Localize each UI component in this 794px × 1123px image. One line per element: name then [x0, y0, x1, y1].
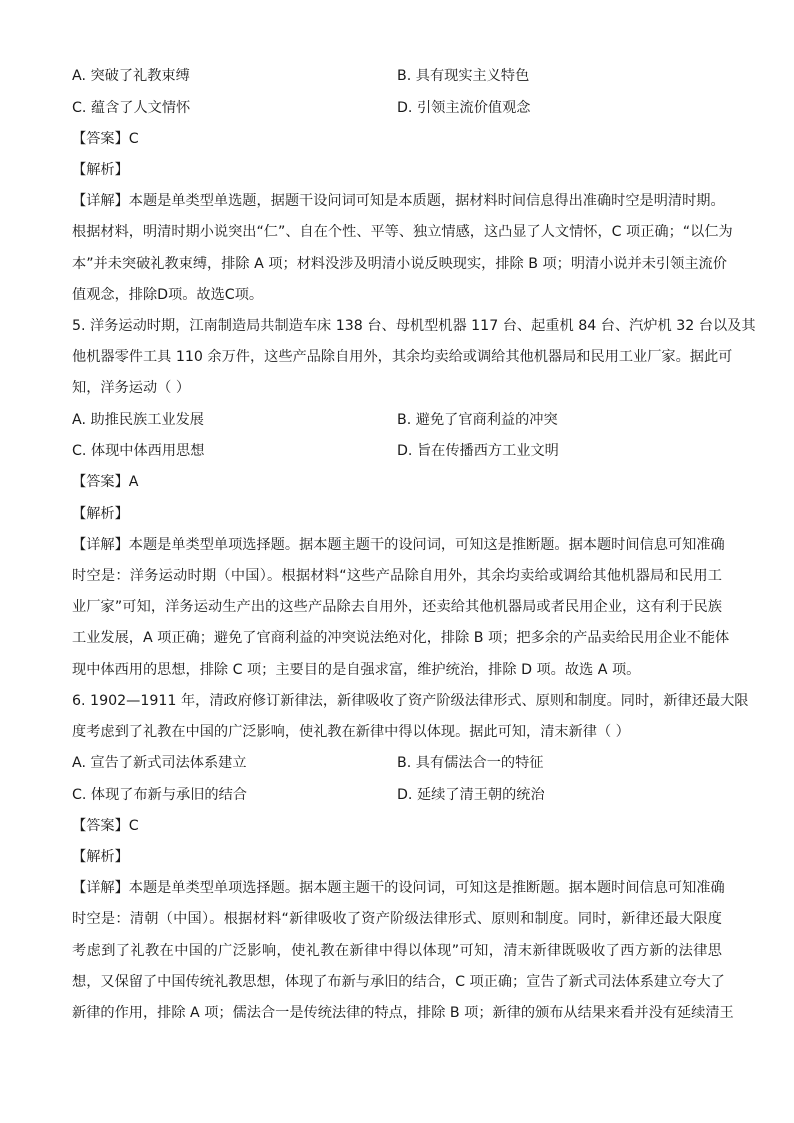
q4-detail-line: 根据材料，明清时期小说突出“仁”、自在个性、平等、独立情感，这凸显了人文情怀，C 项正确；“以仁为 [72, 224, 733, 240]
q5-option-c: C. 体现中体西用思想 [72, 443, 205, 459]
q6-answer: 【答案】C [72, 818, 139, 834]
q5-stem-line: 他机器零件工具 110 余万件，这些产品除自用外，其余均卖给或调给其他机器局和民用工业厂家。据此可 [72, 349, 733, 365]
q5-detail-line: 工业发展，A 项正确；避免了官商利益的冲突说法绝对化，排除 B 项；把多余的产品卖给民用企业不能体 [72, 630, 730, 646]
q5-stem-line: 知，洋务运动（ ） [72, 380, 191, 396]
q6-detail-line: 时空是：清朝（中国）。根据材料“新律吸收了资产阶级法律形式、原则和制度。同时，新律还最大限度 [72, 911, 722, 927]
q5-stem-line: 5. 洋务运动时期，江南制造局共制造车床 138 台、母机型机器 117 台、起重机 84 台、汽炉机 32 台以及其 [72, 318, 756, 334]
q6-option-b: B. 具有儒法合一的特征 [397, 755, 544, 771]
q6-option-c: C. 体现了布新与承旧的结合 [72, 787, 247, 803]
q4-option-b: B. 具有现实主义特色 [397, 68, 530, 84]
q6-option-a: A. 宣告了新式司法体系建立 [72, 755, 247, 771]
q4-option-d: D. 引领主流价值观念 [397, 100, 531, 116]
q5-detail-line: 现中体西用的思想，排除 C 项；主要目的是自强求富，维护统治，排除 D 项。故选 A 项。 [72, 662, 641, 678]
q6-detail-line: 想，又保留了中国传统礼教思想，体现了布新与承旧的结合，C 项正确；宣告了新式司法体系建立夸大了 [72, 974, 725, 990]
q5-detail-line: 【详解】本题是单类型单项选择题。据本题主题干的设问词，可知这是推断题。据本题时间信息可知准确 [72, 537, 725, 553]
q4-detail-line: 值观念，排除D项。故选C项。 [72, 287, 264, 303]
q4-detail-line: 本”并未突破礼教束缚，排除 A 项；材料没涉及明清小说反映现实，排除 B 项；明清小说并未引领主流价 [72, 256, 727, 272]
q6-stem-line: 6. 1902—1911 年，清政府修订新律法，新律吸收了资产阶级法律形式、原则和制度。同时，新律还最大限 [72, 693, 749, 709]
q5-detail-line: 业厂家”可知，洋务运动生产出的这些产品除去自用外，还卖给其他机器局或者民用企业，这有利于民族 [72, 599, 722, 615]
q4-option-c: C. 蕴含了人文情怀 [72, 100, 191, 116]
q5-option-a: A. 助推民族工业发展 [72, 412, 204, 428]
q4-answer: 【答案】C [72, 131, 139, 147]
q5-answer: 【答案】A [72, 474, 139, 490]
q6-detail-line: 【详解】本题是单类型单项选择题。据本题主题干的设问词，可知这是推断题。据本题时间信息可知准确 [72, 880, 725, 896]
q6-option-d: D. 延续了清王朝的统治 [397, 787, 545, 803]
q6-analysis-label: 【解析】 [72, 849, 129, 865]
q6-detail-line: 考虑到了礼教在中国的广泛影响，使礼教在新律中得以体现”可知，清末新律既吸收了西方新的法律思 [72, 943, 722, 959]
q4-detail-line: 【详解】本题是单类型单选题，据题干设问词可知是本质题，据材料时间信息得出准确时空是明清时期。 [72, 193, 725, 209]
q4-analysis-label: 【解析】 [72, 162, 129, 178]
q5-detail-line: 时空是：洋务运动时期（中国）。根据材料“这些产品除自用外，其余均卖给或调给其他机器局和民用工 [72, 568, 722, 584]
q4-option-a: A. 突破了礼教束缚 [72, 68, 190, 84]
q6-detail-line: 新律的作用，排除 A 项；儒法合一是传统法律的特点，排除 B 项；新律的颁布从结果来看并没有延续清王 [72, 1005, 734, 1021]
q5-analysis-label: 【解析】 [72, 506, 129, 522]
q5-option-d: D. 旨在传播西方工业文明 [397, 443, 559, 459]
q6-stem-line: 度考虑到了礼教在中国的广泛影响，使礼教在新律中得以体现。据此可知，清末新律（ ） [72, 724, 630, 740]
q5-option-b: B. 避免了官商利益的冲突 [397, 412, 558, 428]
